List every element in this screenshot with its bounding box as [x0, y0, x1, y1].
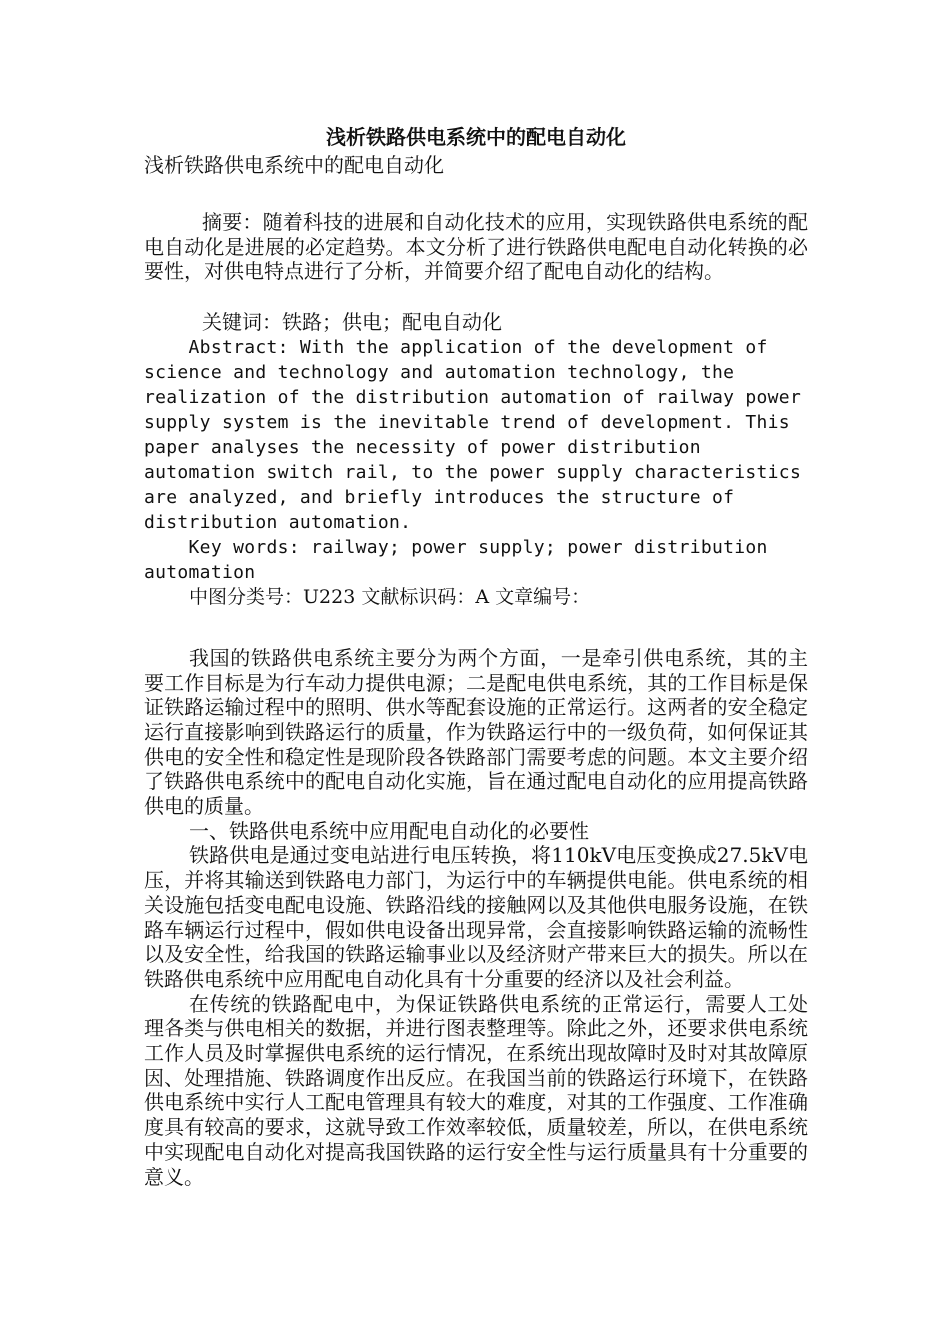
abstract-english-line: Abstract: With the application of the development of: [144, 336, 768, 358]
document-subtitle: 浅析铁路供电系统中的配电自动化: [144, 153, 444, 177]
document-body: [144, 122, 808, 1189]
abstract-english-line: supply system is the inevitable trend of development. This: [144, 411, 790, 433]
keywords-chinese: 关键词：铁路；供电；配电自动化: [202, 310, 502, 335]
document-title: 浅析铁路供电系统中的配电自动化: [326, 125, 626, 149]
keywords-english-line: automation: [144, 561, 256, 583]
abstract-english-line: paper analyses the necessity of power distribution: [144, 436, 701, 458]
abstract-english-line: distribution automation.: [144, 511, 412, 533]
keywords-english-line: Key words: railway; power supply; power distribution: [144, 536, 768, 558]
classification-line: 中图分类号：U223 文献标识码：A 文章编号：: [189, 585, 591, 608]
abstract-english-line: automation switch rail, to the power supply characteristics: [144, 461, 802, 483]
section-heading-1: 一、铁路供电系统中应用配电自动化的必要性: [189, 818, 589, 843]
keywords-english: [144, 535, 808, 585]
body-paragraph-3: 在传统的铁路配电中，为保证铁路供电系统的正常运行，需要人工处理各类与供电相关的数据，并进行图表整理等。除此之外，还要求供电系统工作人员及时掌握供电系统的运行情况，在系统出现故障时及时对其故障原因、处理措施、铁路调度作出反应。在我国当前的铁路运行环境下，在铁路供电系统中实行人工配电管理具有较大的难度，对其的工作强度、工作准确度具有较高的要求，这就导致工作效率较低，质量较差，所以，在供电系统中实现配电自动化对提高我国铁路的运行安全性与运行质量具有十分重要的意义。: [144, 991, 808, 1189]
abstract-english-line: are analyzed, and briefly introduces the structure of: [144, 486, 735, 508]
body-paragraph-1: 我国的铁路供电系统主要分为两个方面，一是牵引供电系统，其的主要工作目标是为行车动力提供电源；二是配电供电系统，其的工作目标是保证铁路运输过程中的照明、供水等配套设施的正常运行。这两者的安全稳定运行直接影响到铁路运行的质量，作为铁路运行中的一级负荷，如何保证其供电的安全性和稳定性是现阶段各铁路部门需要考虑的问题。本文主要介绍了铁路供电系统中的配电自动化实施，旨在通过配电自动化的应用提高铁路供电的质量。: [144, 645, 808, 819]
body-paragraph-2: 铁路供电是通过变电站进行电压转换，将110kV电压变换成27.5kV电压，并将其输送到铁路电力部门，为运行中的车辆提供电能。供电系统的相关设施包括变电配电设施、铁路沿线的接触网以及其他供电服务设施，在铁路车辆运行过程中，假如供电设备出现异常，会直接影响铁路运输的流畅性以及安全性，给我国的铁路运输事业以及经济财产带来巨大的损失。所以在铁路供电系统中应用配电自动化具有十分重要的经济以及社会利益。: [144, 843, 808, 991]
abstract-english-line: science and technology and automation technology, the: [144, 361, 735, 383]
abstract-english: [144, 335, 808, 535]
abstract-english-line: realization of the distribution automation of railway power: [144, 386, 802, 408]
abstract-chinese: 摘要：随着科技的进展和自动化技术的应用，实现铁路供电系统的配电自动化是进展的必定趋势。本文分析了进行铁路供电配电自动化转换的必要性，对供电特点进行了分析，并简要介绍了配电自动化的结构。: [144, 210, 808, 284]
